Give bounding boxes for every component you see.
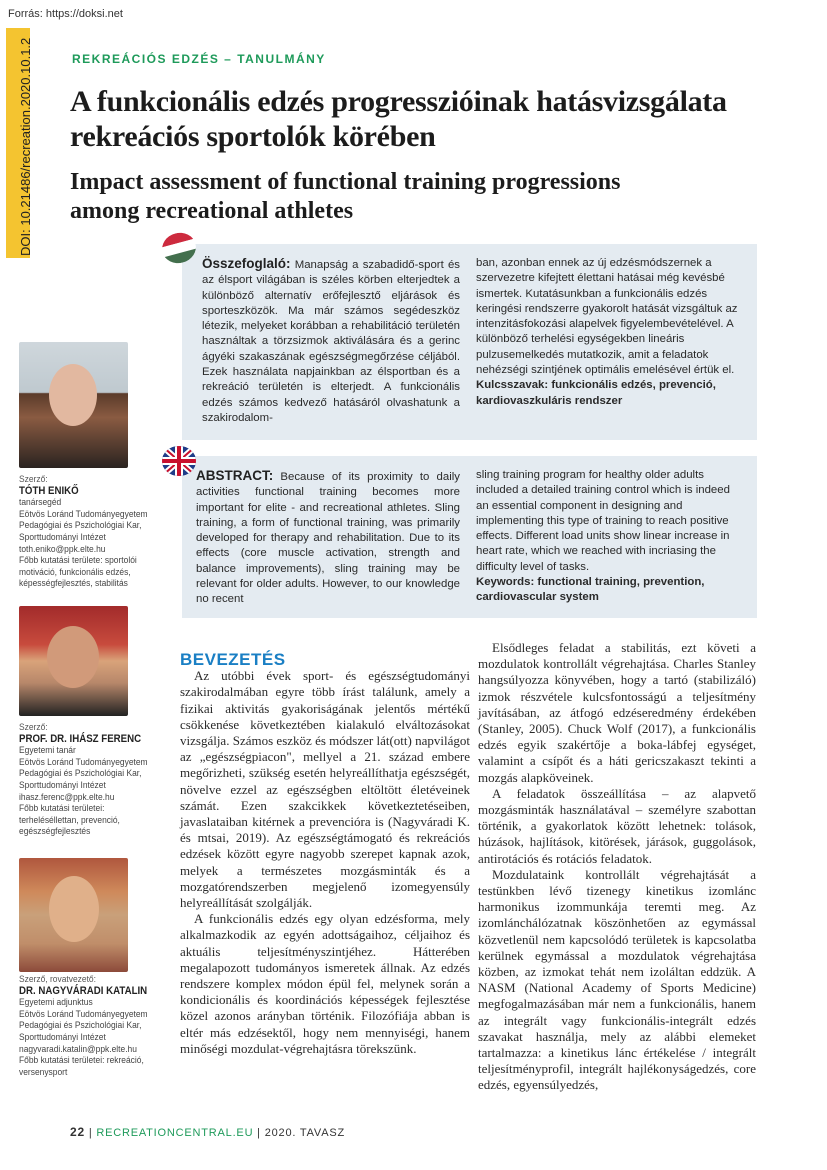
author-line: versenysport <box>19 1066 68 1078</box>
abstract-hu-right <box>476 256 741 409</box>
author-line: motiváció, funkcionális edzés, <box>19 566 131 578</box>
author-line: Pedagógiai és Pszichológiai Kar, <box>19 768 142 780</box>
author-line: Pedagógiai és Pszichológiai Kar, <box>19 1020 142 1032</box>
paragraph: Mozdulataink kontrollált végrehajtását a testünkben lévő tizenegy kinetikus izomlánc harmonikus izommunkája teremti meg. Az izomlánchálózatnak köszönhetően az egymással közvetlenül nem kapcsolódó területek is kapcsolatba kerülnek egymással a mozdulatok végrehajtása közben, az izmokat tehát nem izoláltan eddzük. A NASM (National Academy of Sports Medicine) megfogalmazásában már nem a funkcionális, hanem az integrált vagy funkcionális-integrált edzés szavakat használja, mely az alábbi elemeket tartalmazza: a kinetikus lánc értékelése / integrált teljesítményprofil, integrált hajlékonyságedzés, core edzés, egyensúlyedzés, <box>478 866 756 1093</box>
abstract-en-left-text: Because of its proximity to daily activities functional training becomes more important for elite - and recreational athletes. Sling training, a form of functional training, was primarily developed for therapy and rehabilitation. Due to its effects (core muscle activation, strength and balance improvements), sling training may be relevant for older adults. However, to our knowledge no recent <box>196 471 460 606</box>
author-line: tanársegéd <box>19 497 62 509</box>
author-line: Főbb kutatási területei: <box>19 803 105 815</box>
title-hungarian <box>70 84 790 154</box>
page-footer: 22 | RECREATIONCENTRAL.EU | 2020. TAVASZ <box>70 1125 346 1139</box>
author-line: Egyetemi tanár <box>19 745 76 757</box>
abstract-hu-keywords: Kulcsszavak: funkcionális edzés, prevenció, kardiovaszkuláris rendszer <box>476 379 716 407</box>
author-line: Eötvös Loránd Tudományegyetem <box>19 756 148 768</box>
author-photo-ihasz <box>19 606 128 716</box>
title-english <box>70 168 790 226</box>
author-photo-nagyvaradi <box>19 858 128 972</box>
doi-text: DOI: 10.21486/recreation.2020.10.1.2 <box>18 37 33 256</box>
abstract-en-keywords: Keywords: functional training, prevention, cardiovascular system <box>476 576 705 604</box>
abstract-hu-right-text: ban, azonban ennek az új edzésmódszernek a szervezetre kifejtett élettani hatásai még kevésbé ismertek. Kutatásunkban a funkcionális edzés keringési rendszerre gyakorolt hatását vizsgáltuk az intenzitásfokozási alapelvek figyelembevételével. A különböző terhelési egységekben lineáris pulzusemelkedés mutatkozik, amit a feladatok nehézségi szintjének optimális emelésével értük el. <box>476 257 738 377</box>
author-email: nagyvaradi.katalin@ppk.elte.hu <box>19 1043 137 1055</box>
author-line: Egyetemi adjunktus <box>19 997 93 1009</box>
body-column-1 <box>180 652 470 1057</box>
title-en-line1: Impact assessment of functional training progressions <box>70 169 621 195</box>
author-role: Szerző, rovatvezető: <box>19 974 96 985</box>
paragraph: A funkcionális edzés egy olyan edzésforma, mely alkalmazkodik az egyén adottságaihoz, céljaihoz és aktuális teljesítményszintjéhez. Hátterében megalapozott tudományos ismeretek állnak. Az edzés rendszere komplex módon épül fel, melynek során a kondicionális és koordinációs képességek fejlesztése közel azonos arányban történik. Filozófiája abban is eltér más edzésektől, hogy nem mennyiségi, hanem minőségi mozdulat-végrehajtásra törekszünk. <box>180 911 470 1056</box>
abstract-hu-box <box>182 244 757 440</box>
author-line: képességfejlesztés, stabilitás <box>19 578 128 590</box>
abstract-hu-lead: Összefoglaló: <box>202 256 291 271</box>
author-line: Főbb kutatási területei: rekreáció, <box>19 1055 144 1067</box>
author-card-3 <box>19 974 151 1078</box>
author-line: Sporttudományi Intézet <box>19 1031 106 1043</box>
paragraph: A feladatok összeállítása – az alapvető mozgásminták használatával – személyre szabottan történik, a gyakorlatok között lehetnek: tolások, húzások, hajlítások, kitörések, járások, guggolások, antirotációs és rotációs feladatok. <box>478 785 756 866</box>
abstract-en-lead: ABSTRACT: <box>196 468 274 483</box>
page-number: 22 <box>70 1125 85 1139</box>
author-line: Eötvös Loránd Tudományegyetem <box>19 508 148 520</box>
face-shape <box>47 626 99 688</box>
author-name: PROF. DR. IHÁSZ FERENC <box>19 732 142 745</box>
title-en-line2: among recreational athletes <box>70 198 354 224</box>
body-column-2 <box>478 640 756 1094</box>
uk-flag-svg <box>162 446 196 476</box>
abstract-en-left <box>196 468 460 608</box>
abstract-en-right <box>476 468 741 606</box>
footer-issue: 2020. TAVASZ <box>264 1127 346 1139</box>
author-line: Pedagógiai és Pszichológiai Kar, <box>19 520 142 532</box>
doi-bar <box>6 28 33 258</box>
author-line: Sporttudományi Intézet <box>19 779 106 791</box>
title-hu-line2: rekreációs sportolók körében <box>70 120 436 153</box>
source-line: Forrás: https://doksi.net <box>8 8 123 20</box>
author-email: ihasz.ferenc@ppk.elte.hu <box>19 791 115 803</box>
face-shape <box>49 364 97 426</box>
face-shape <box>49 876 99 942</box>
author-line: terheléséllettan, prevenció, <box>19 814 120 826</box>
abstract-hu-left <box>202 256 460 426</box>
paragraph: Elsődleges feladat a stabilitás, ezt követi a mozdulatok kontrollált végrehajtása. Charles Stanley hangsúlyozza könyvében, hogy a tartó (stabilizáló) izmok részvétele kulcsfontosságú a teljesítmény javításában, az átfogó edzéseredmény érdekében (Stanley, 2005). Chuck Wolf (2017), a funkcionális edzés egyik szakértője a boka-lábfej egységet, valamint a csípőt és a háti gericszakaszt tekinti a mozgás alapköveinek. <box>478 640 756 785</box>
abstract-en-right-text: sling training program for healthy older adults included a detailed training control which is indeed an essential component in designing and implementing this type of training to reach positive effects. Different load units show linear increase in heart rate, which we reached with incriasing the difficulty level of tasks. <box>476 469 730 573</box>
author-card-1 <box>19 474 151 590</box>
author-line: Főbb kutatási területe: sportolói <box>19 555 137 567</box>
title-hu-line1: A funkcionális edzés progresszióinak hatásvizsgálata <box>70 85 727 118</box>
author-name: DR. NAGYVÁRADI KATALIN <box>19 984 148 997</box>
author-email: toth.eniko@ppk.elte.hu <box>19 543 106 555</box>
author-role: Szerző: <box>19 722 48 733</box>
footer-site: RECREATIONCENTRAL.EU <box>96 1127 254 1139</box>
author-name: TÓTH ENIKŐ <box>19 484 79 497</box>
author-card-2 <box>19 722 151 838</box>
section-heading-bevezetes: BEVEZETÉS <box>180 650 286 669</box>
author-line: Sporttudományi Intézet <box>19 531 106 543</box>
author-line: Eötvös Loránd Tudományegyetem <box>19 1008 148 1020</box>
section-label: REKREÁCIÓS EDZÉS – TANULMÁNY <box>72 52 326 66</box>
abstract-en-box <box>182 456 757 618</box>
uk-flag-icon <box>162 446 196 476</box>
paragraph: Az utóbbi évek sport- és egészségtudományi szakirodalmában egyre több írást találunk, amely a fizikai aktivitás gyakoriságának jelentős mértékű csökkenése következtében kialakuló elváltozásokat vizsgálja. Számos eszköz és módszer lát(ott) napvilágot az „egészségpiacon", mellyel a 21. század embere megőrizheti, szükség esetén helyreállíthatja egészségét, növelve ezzel az egészségben eltöltött életéveinek számát. Ezen szakcikkek következtetéseiben, javaslataiban kitérnek a prevencióra is (Nagyváradi K. és mtsai, 2019). Az egészségtámogató és rekreációs edzések között egyre nagyobb szerepet kapnak azok, melyek a természetes mozgásminták és a mozgatórendszerben megjelenő izomegyensúly helyreállítását szolgálják. <box>180 668 470 911</box>
author-role: Szerző: <box>19 474 48 485</box>
abstract-hu-left-text: Manapság a szabadidő-sport és az élsport világában is széles körben elterjedtek a különböző alternatív erőfejlesztő eljárások és sporteszközök. Ma már számos segédeszköz létezik, melyeket korábban a rehabilitáció területén használtak a törzsizmok aktiválására és a gerinc ágyéki szakaszának egészségmegőrzése céljából. Ezek használata napjainkban az élsportban és a rekreáció területén is elterjedt. A funkcionális edzés számos kedvező hatásáról olvashatunk a szakirodalom- <box>202 259 460 424</box>
author-photo-toth <box>19 342 128 468</box>
author-line: egészségfejlesztés <box>19 826 91 838</box>
